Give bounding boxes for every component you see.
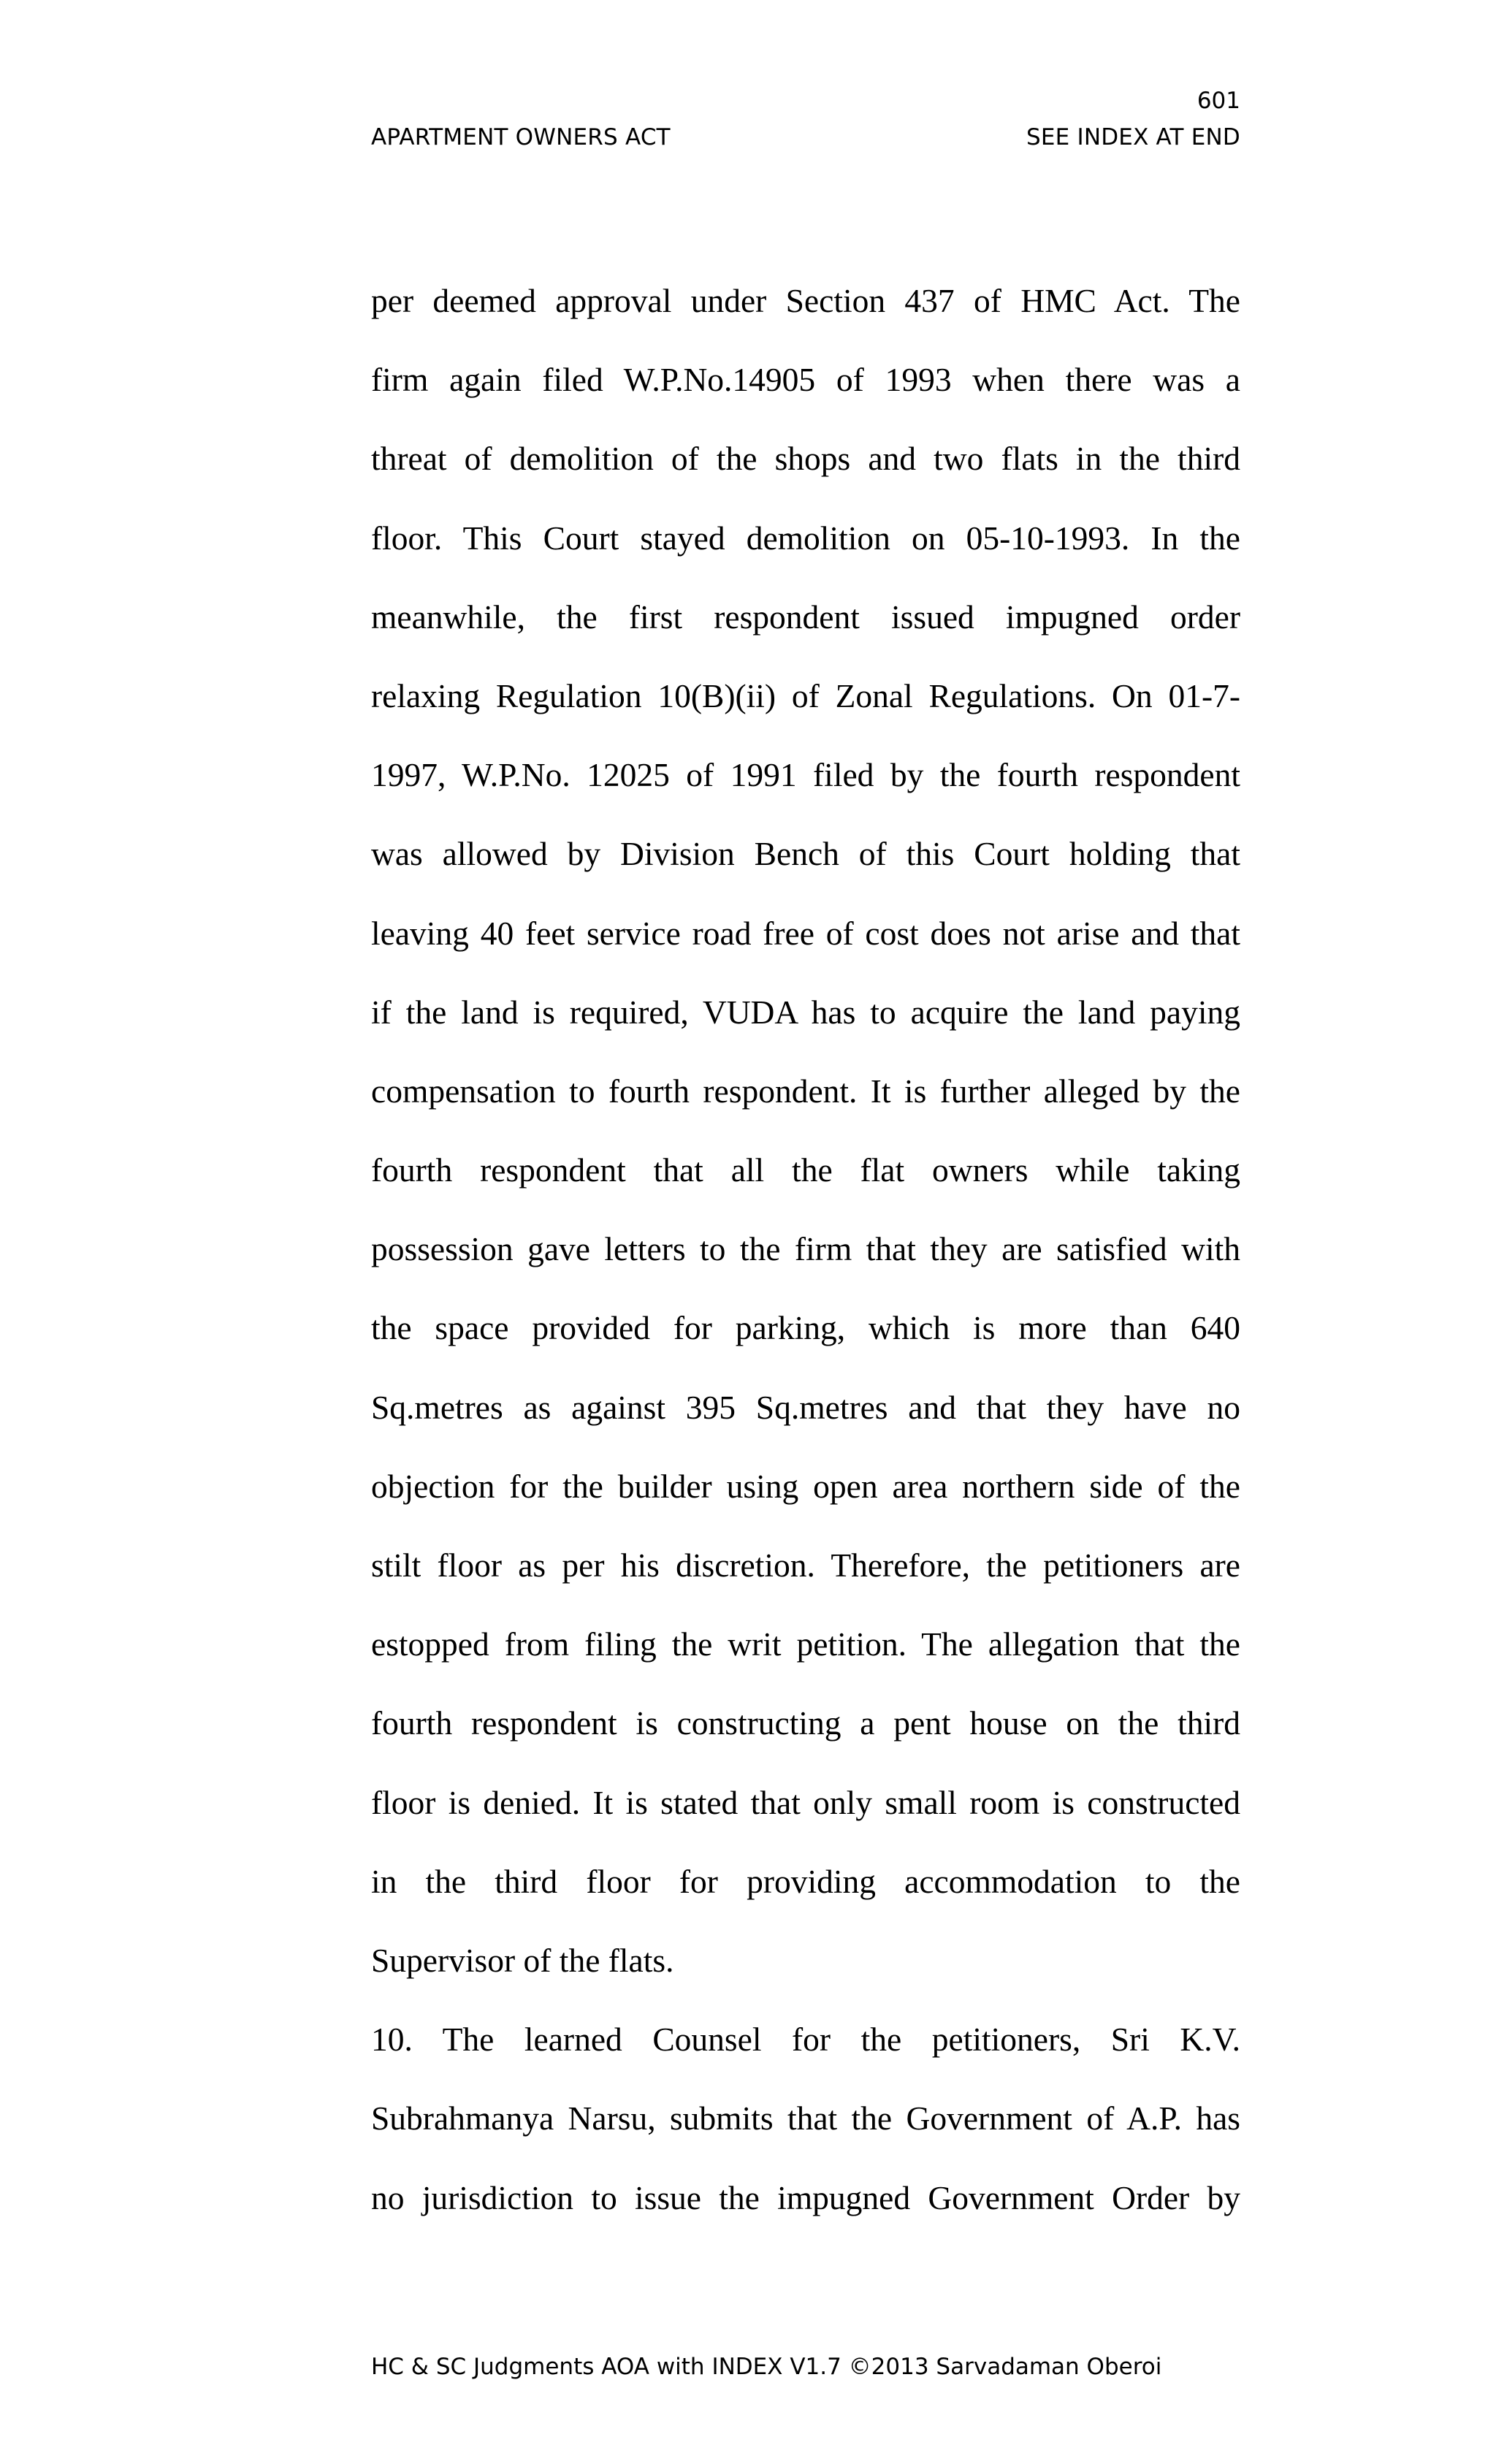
text-line: possession gave letters to the firm that they are satisfied with: [371, 1230, 1240, 1268]
text-line: if the land is required, VUDA has to acquire the land paying: [371, 993, 1240, 1031]
running-header-title: APARTMENT OWNERS ACT: [371, 124, 671, 150]
text-line: Subrahmanya Narsu, submits that the Government of A.P. has: [371, 2099, 1240, 2137]
text-line: per deemed approval under Section 437 of HMC Act. The: [371, 282, 1240, 319]
text-line: fourth respondent that all the flat owners while taking: [371, 1151, 1240, 1189]
page-number: 601: [1197, 88, 1240, 114]
text-line: 1997, W.P.No. 12025 of 1991 filed by the fourth respondent: [371, 756, 1240, 794]
text-line: 10. The learned Counsel for the petitioners, Sri K.V.: [371, 2021, 1240, 2059]
text-line: relaxing Regulation 10(B)(ii) of Zonal Regulations. On 01-7-: [371, 676, 1240, 714]
running-header-index-note: SEE INDEX AT END: [1026, 124, 1240, 150]
text-line: objection for the builder using open area northern side of the: [371, 1467, 1240, 1505]
text-line: leaving 40 feet service road free of cost does not arise and that: [371, 914, 1240, 952]
text-line: Supervisor of the flats.: [371, 1941, 674, 1979]
text-line: in the third floor for providing accommodation to the: [371, 1862, 1240, 1900]
text-line: Sq.metres as against 395 Sq.metres and that they have no: [371, 1388, 1240, 1426]
text-line: the space provided for parking, which is more than 640: [371, 1309, 1240, 1347]
text-line: estopped from filing the writ petition. The allegation that the: [371, 1625, 1240, 1663]
text-line: no jurisdiction to issue the impugned Government Order by: [371, 2178, 1240, 2216]
judgment-body-text: [371, 262, 1240, 2238]
text-line: fourth respondent is constructing a pent house on the third: [371, 1704, 1240, 1742]
text-line: floor. This Court stayed demolition on 05-10-1993. In the: [371, 519, 1240, 557]
text-line: stilt floor as per his discretion. Therefore, the petitioners are: [371, 1546, 1240, 1584]
text-line: threat of demolition of the shops and two flats in the third: [371, 440, 1240, 478]
text-line: floor is denied. It is stated that only small room is constructed: [371, 1783, 1240, 1821]
paragraph-respondent-allegations: [371, 262, 1240, 2000]
page-footer: HC & SC Judgments AOA with INDEX V1.7 ©2013 Sarvadaman Oberoi: [371, 2354, 1162, 2380]
text-line: meanwhile, the first respondent issued impugned order: [371, 598, 1240, 636]
text-line: compensation to fourth respondent. It is further alleged by the: [371, 1072, 1240, 1110]
text-line: was allowed by Division Bench of this Court holding that: [371, 835, 1240, 873]
paragraph-10-counsel-submission: [371, 2000, 1240, 2238]
text-line: firm again filed W.P.No.14905 of 1993 when there was a: [371, 361, 1240, 399]
